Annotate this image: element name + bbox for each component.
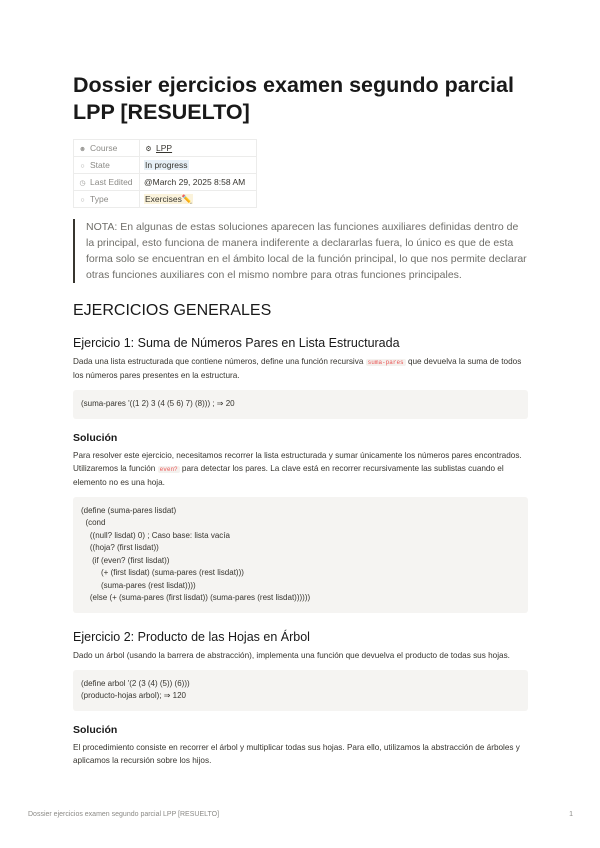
last-edited-value: @March 29, 2025 8:58 AM — [144, 177, 246, 187]
property-row-state: ○ State In progress — [74, 157, 257, 174]
exercise-2-example-code: (define arbol '(2 (3 (4) (5)) (6))) (producto-hojas arbol); ⇒ 120 — [73, 670, 528, 711]
section-heading: EJERCICIOS GENERALES — [73, 302, 272, 319]
type-icon: ○ — [80, 197, 85, 204]
exercise-2-solution-text: El procedimiento consiste en recorrer el árbol y multiplicar todas sus hojas. Para ello, utilizamos la abstracción de árboles y aplicamos la recursión sobre los hijos. — [73, 742, 520, 765]
exercise-1-description: Dada una lista estructurada que contiene números, define una función recursiva suma-pares que devuelva la suma de todos los números pares presentes en la estructura. — [73, 357, 522, 380]
inline-code: even? — [159, 465, 178, 473]
document-page — [73, 72, 528, 767]
exercise-2-title: Ejercicio 2: Producto de las Hojas en Árbol — [73, 629, 310, 644]
exercise-1-solution-title: Solución — [73, 431, 118, 444]
property-row-course: ☻ Course ⚙ LPP — [74, 140, 257, 157]
inline-code: suma-pares — [367, 359, 404, 366]
note-quote: NOTA: En algunas de estas soluciones aparecen las funciones auxiliares definidas dentro de la principal, esto funciona de manera indiferente a declararlas fuera, lo único es que de esta forma solo se encuentran en el ámbito local de la función principal, lo que nos permite declarar otras funciones auxiliares con el mismo nombre para otras funciones principales. — [73, 219, 528, 283]
type-value[interactable]: Exercises✏️ — [145, 193, 193, 204]
exercise-1-solution-code: (define (suma-pares lisdat) (cond ((null? lisdat) 0) ; Caso base: lista vacía ((hoja? (first lisdat)) (if (even? (first lisdat)) (+ (first lisdat) (suma-pares (rest lisdat))) (suma-pares (rest lisdat)))) (else (+ (suma-pares (first lisdat)) (suma-pares (rest lisdat)))))) — [73, 497, 528, 613]
page-title: Dossier ejercicios examen segundo parcial LPP [RESUELTO] — [73, 73, 514, 124]
clock-icon: ◷ — [79, 180, 86, 187]
exercise-2-description: Dado un árbol (usando la barrera de abstracción), implementa una función que devuelva el producto de todas sus hojas. — [73, 650, 510, 660]
exercise-1-example-code: (suma-pares '((1 2) 3 (4 (5 6) 7) (8))) ; ⇒ 20 — [73, 390, 528, 419]
page-number: 1 — [569, 811, 573, 818]
page-footer — [28, 811, 573, 818]
footer-title: Dossier ejercicios examen segundo parcial LPP [RESUELTO] — [28, 811, 220, 818]
property-row-type: ○ Type Exercises✏️ — [74, 191, 257, 208]
exercise-1-title: Ejercicio 1: Suma de Números Pares en Lista Estructurada — [73, 336, 400, 350]
course-icon: ⚙ — [145, 146, 152, 153]
state-icon: ○ — [80, 163, 85, 170]
exercise-2-solution-title: Solución — [73, 723, 118, 736]
course-link[interactable]: LPP — [156, 143, 173, 153]
state-value[interactable]: In progress — [145, 160, 188, 170]
properties-table — [73, 139, 257, 208]
property-row-last-edited: ◷ Last Edited @March 29, 2025 8:58 AM — [74, 174, 257, 191]
course-icon: ☻ — [78, 146, 87, 153]
exercise-1-solution-text: Para resolver este ejercicio, necesitamos recorrer la lista estructurada y sumar únicamente los números pares encontrados. Utilizaremos la función even? para detectar los pares. La clave está en recorrer recursivamente las sublistas cuando el elemento no es una hoja. — [73, 450, 522, 487]
